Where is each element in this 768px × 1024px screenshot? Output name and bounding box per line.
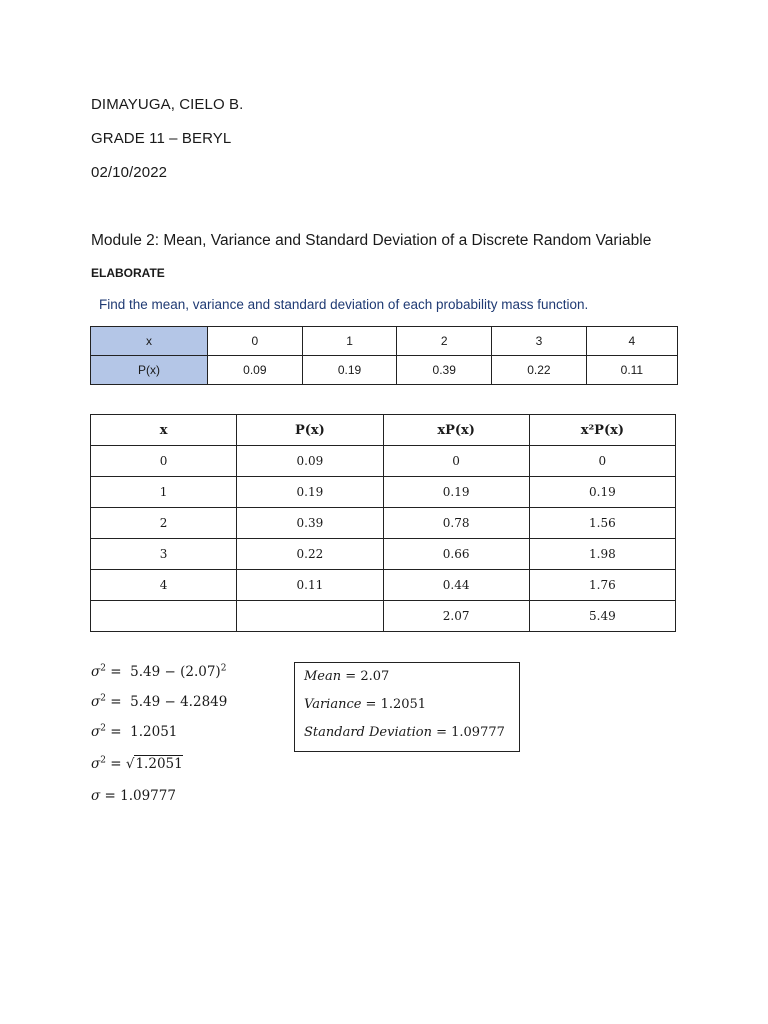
step-variance-formula: $\sigma^2 = 5.49 - (2.07)^2$ — [91, 663, 227, 680]
pmf-x-header: x — [91, 327, 208, 356]
table-row — [91, 508, 676, 539]
variance-value: 1.2051 — [380, 697, 427, 712]
module-title: Module 2: Mean, Variance and Standard Deviation of a Discrete Random Variable — [91, 232, 652, 249]
pmf-p-header: P(x) — [91, 356, 208, 385]
calc-header-row — [91, 415, 676, 446]
calc-cell: 0.11 — [237, 570, 383, 601]
mean-label: Mean — [304, 669, 342, 684]
calc-total-xp: 2.07 — [383, 601, 529, 632]
calc-cell: 4 — [91, 570, 237, 601]
step-5-value: 1.09777 — [120, 788, 176, 804]
pmf-x-cell: 3 — [492, 327, 587, 356]
step-square-root: $\sigma^2 = √1.2051$ — [91, 755, 183, 772]
calc-header: x — [91, 415, 237, 446]
pmf-row-x — [91, 327, 678, 356]
step-4-radicand: 1.2051 — [135, 756, 183, 772]
calc-cell: 3 — [91, 539, 237, 570]
student-name: DIMAYUGA, CIELO B. — [91, 96, 244, 113]
calc-cell: 0.66 — [383, 539, 529, 570]
date: 02/10/2022 — [91, 164, 168, 181]
result-standard-deviation: Standard Deviation = 1.09777 — [304, 725, 505, 740]
pmf-p-cell: 0.19 — [302, 356, 397, 385]
table-row — [91, 446, 676, 477]
result-variance: Variance = 1.2051 — [304, 697, 427, 712]
calc-cell: 1 — [91, 477, 237, 508]
sqrt-symbol: √ — [125, 756, 135, 772]
results-box — [294, 662, 520, 752]
pmf-x-cell: 0 — [208, 327, 303, 356]
pmf-x-cell: 1 — [302, 327, 397, 356]
pmf-p-cell: 0.22 — [492, 356, 587, 385]
pmf-p-cell: 0.09 — [208, 356, 303, 385]
pmf-x-cell: 4 — [586, 327, 677, 356]
calc-header: P(x) — [237, 415, 383, 446]
pmf-row-p — [91, 356, 678, 385]
sd-value: 1.09777 — [451, 725, 505, 740]
table-row — [91, 477, 676, 508]
variance-label: Variance — [304, 697, 362, 712]
mean-value: 2.07 — [360, 669, 390, 684]
calc-cell: 0.44 — [383, 570, 529, 601]
calculation-table — [90, 414, 676, 632]
calc-cell — [237, 601, 383, 632]
calc-header: x²P(x) — [529, 415, 675, 446]
calc-cell: 0.19 — [237, 477, 383, 508]
pmf-table — [90, 326, 678, 385]
calc-cell: 2 — [91, 508, 237, 539]
instruction-text: Find the mean, variance and standard deviation of each probability mass function. — [99, 297, 589, 312]
calc-header: xP(x) — [383, 415, 529, 446]
pmf-p-cell: 0.11 — [586, 356, 677, 385]
step-variance-result: $\sigma^2 = 1.2051$ — [91, 723, 178, 740]
calc-cell: 0.19 — [383, 477, 529, 508]
calc-cell: 0.39 — [237, 508, 383, 539]
table-row-totals — [91, 601, 676, 632]
calc-cell: 0.78 — [383, 508, 529, 539]
step-standard-deviation: σ = 1.09777 — [91, 788, 176, 804]
calc-cell — [91, 601, 237, 632]
calc-cell: 0.19 — [529, 477, 675, 508]
step-1-value: 5.49 − (2.07) — [130, 664, 221, 680]
section-label: ELABORATE — [91, 266, 165, 280]
result-mean: Mean = 2.07 — [304, 669, 390, 684]
calc-cell: 0 — [91, 446, 237, 477]
calc-cell: 1.56 — [529, 508, 675, 539]
calc-cell: 1.98 — [529, 539, 675, 570]
calc-cell: 0.09 — [237, 446, 383, 477]
step-variance-substitution: $\sigma^2 = 5.49 - 4.2849$ — [91, 693, 228, 710]
calc-cell: 1.76 — [529, 570, 675, 601]
calc-cell: 0 — [383, 446, 529, 477]
pmf-p-cell: 0.39 — [397, 356, 492, 385]
step-3-value: 1.2051 — [130, 724, 178, 740]
calc-total-x2p: 5.49 — [529, 601, 675, 632]
grade-section: GRADE 11 – BERYL — [91, 130, 232, 147]
step-2-value: 5.49 − 4.2849 — [130, 694, 228, 710]
calc-cell: 0.22 — [237, 539, 383, 570]
calc-cell: 0 — [529, 446, 675, 477]
table-row — [91, 570, 676, 601]
pmf-x-cell: 2 — [397, 327, 492, 356]
sd-label: Standard Deviation — [304, 725, 432, 740]
table-row — [91, 539, 676, 570]
